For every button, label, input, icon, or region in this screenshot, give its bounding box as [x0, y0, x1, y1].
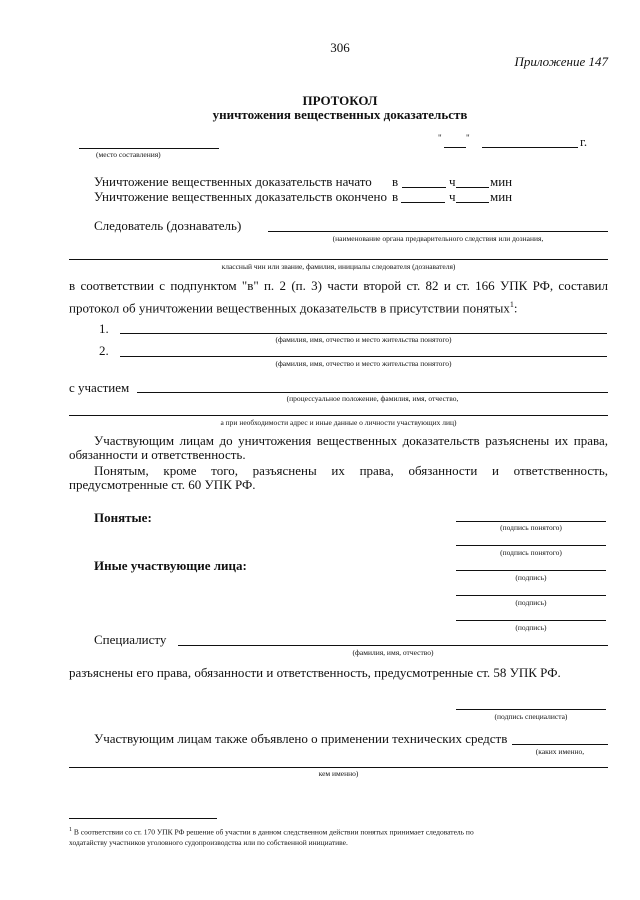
other-3-signature-caption: (подпись)	[515, 623, 547, 632]
investigator-field-2[interactable]	[69, 259, 608, 260]
participation-field-2[interactable]	[69, 415, 608, 416]
end-at: в	[392, 189, 399, 204]
witness-2-signature-line[interactable]	[456, 545, 606, 546]
specialist-rights: разъяснены его права, обязанности и ответственность, предусмотренные ст. 58 УПК РФ.	[69, 665, 561, 680]
para2-line3: Понятым, кроме того, разъяснены их права, обязанности и ответственность,	[94, 463, 608, 478]
other-2-signature-line[interactable]	[456, 595, 606, 596]
end-hour-field[interactable]	[401, 202, 445, 203]
witness-1-signature-line[interactable]	[456, 521, 606, 522]
end-hour-label: ч	[449, 189, 456, 204]
investigator-caption-1: (наименование органа предварительного следствия или дознания,	[332, 234, 544, 243]
date-day-line[interactable]	[444, 147, 466, 148]
para1-footnote-mark: 1	[509, 300, 514, 309]
appendix-label: Приложение 147	[514, 54, 608, 69]
other-3-signature-line[interactable]	[456, 620, 606, 621]
footnote-line2: ходатайству участников уголовного судопроизводства или по собственной инициативе.	[69, 837, 348, 847]
witness-1-signature-caption: (подпись понятого)	[500, 523, 562, 532]
para1-colon: :	[513, 300, 518, 316]
footnote-separator	[69, 818, 217, 819]
document-subtitle: уничтожения вещественных доказательств	[212, 107, 468, 122]
date-quote-close: "	[466, 133, 470, 143]
start-hour-field[interactable]	[402, 187, 446, 188]
para2-line1: Участвующим лицам до уничтожения вещественных доказательств разъяснены их права,	[94, 433, 608, 448]
participation-caption-1: (процессуальное положение, фамилия, имя, отчество,	[286, 394, 459, 403]
participation-label: с участием	[69, 380, 130, 395]
start-min-field[interactable]	[456, 187, 489, 188]
end-min-field[interactable]	[456, 202, 489, 203]
specialist-label: Специалисту	[94, 632, 167, 647]
participation-caption-2: а при необходимости адрес и иные данные о личности участвующих лиц)	[220, 418, 457, 427]
tech-caption-1: (каких именно,	[535, 747, 585, 756]
date-month-year-line[interactable]	[482, 147, 578, 148]
date-quote-open: "	[438, 133, 442, 143]
other-1-signature-caption: (подпись)	[515, 573, 547, 582]
witness-2-signature-caption: (подпись понятого)	[500, 548, 562, 557]
place-caption: (место составления)	[96, 150, 161, 159]
witness-2-field[interactable]	[120, 356, 607, 357]
other-2-signature-caption: (подпись)	[515, 598, 547, 607]
footnote	[69, 825, 608, 848]
investigator-field[interactable]	[268, 231, 608, 232]
witness-1-caption: (фамилия, имя, отчество и место жительства понятого)	[275, 335, 452, 344]
para1-line1: в соответствии с подпунктом "в" п. 2 (п. 3) части второй ст. 82 и ст. 166 УПК РФ, составил	[69, 278, 608, 293]
participation-field[interactable]	[137, 392, 608, 393]
specialist-signature-line[interactable]	[456, 709, 606, 710]
tech-text: Участвующим лицам также объявлено о применении технических средств	[94, 731, 508, 746]
para1-line2-wrap	[69, 297, 608, 315]
specialist-signature-caption: (подпись специалиста)	[494, 712, 568, 721]
end-min-label: мин	[490, 189, 513, 204]
other-1-signature-line[interactable]	[456, 570, 606, 571]
para2-line4: предусмотренные ст. 60 УПК РФ.	[69, 477, 256, 492]
investigator-caption-2: классный чин или звание, фамилия, инициалы следователя (дознавателя)	[221, 262, 456, 271]
date-year-suffix: г.	[580, 134, 588, 149]
witness-2-caption: (фамилия, имя, отчество и место жительства понятого)	[275, 359, 452, 368]
start-label: Уничтожение вещественных доказательств начато	[94, 174, 372, 189]
witness-1-number: 1.	[99, 321, 109, 336]
witness-1-field[interactable]	[120, 333, 607, 334]
place-line[interactable]	[79, 148, 219, 149]
specialist-caption: (фамилия, имя, отчество)	[352, 648, 434, 657]
specialist-field[interactable]	[178, 645, 608, 646]
end-label: Уничтожение вещественных доказательств окончено	[94, 189, 387, 204]
footnote-line1: В соответствии со ст. 170 УПК РФ решение об участии в данном следственном действии понятых принимает следователь по	[73, 827, 474, 837]
witness-2-number: 2.	[99, 343, 109, 358]
tech-field[interactable]	[512, 744, 608, 745]
investigator-label: Следователь (дознаватель)	[94, 218, 242, 233]
para1-line2: протокол об уничтожении вещественных доказательств в присутствии понятых	[69, 300, 510, 316]
tech-caption-2: кем именно)	[318, 769, 359, 778]
witnesses-heading: Понятые:	[94, 510, 152, 525]
document-title: ПРОТОКОЛ	[302, 93, 378, 108]
page-number: 306	[330, 40, 350, 55]
footnote-mark: 1	[69, 827, 72, 833]
start-at: в	[392, 174, 399, 189]
para2-line2: обязанности и ответственность.	[69, 447, 246, 462]
start-min-label: мин	[490, 174, 513, 189]
start-hour-label: ч	[449, 174, 456, 189]
others-heading: Иные участвующие лица:	[94, 558, 247, 573]
tech-field-2[interactable]	[69, 767, 608, 768]
